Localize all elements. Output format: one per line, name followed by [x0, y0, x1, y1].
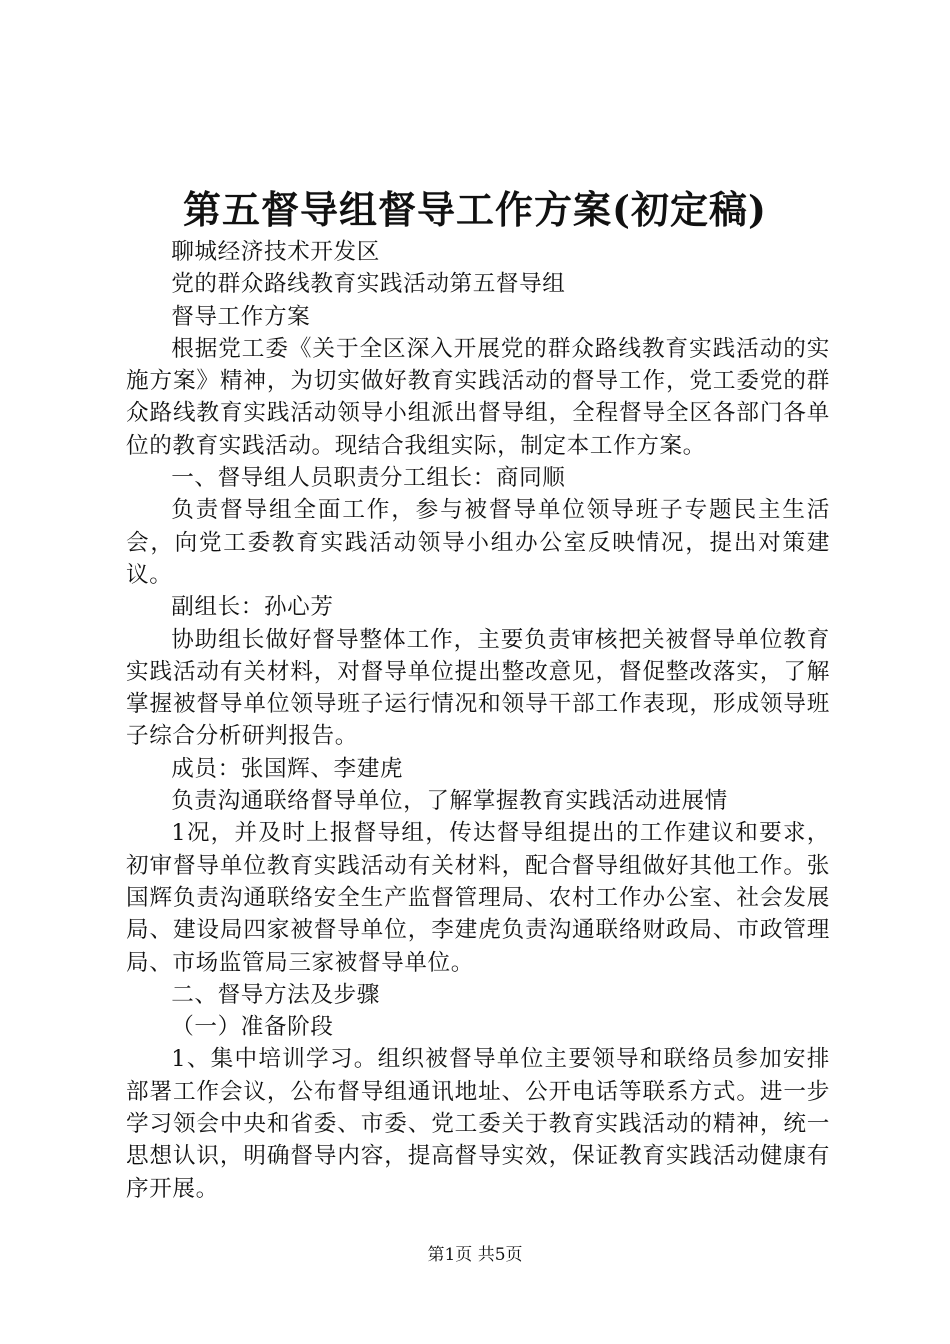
- paragraph-group-name: 党的群众路线教育实践活动第五督导组: [171, 271, 566, 298]
- section-heading-duties: 一、督导组人员职责分工组长：商同顺: [171, 465, 566, 492]
- paragraph-plan-name: 督导工作方案: [171, 303, 311, 330]
- paragraph-deputy-duties: 协助组长做好督导整体工作，主要负责审核把关被督导单位教育实践活动有关材料，对督导单位提出整改意见，督促整改落实，了解掌握被督导单位领导班子运行情况和领导干部工作表现，形成领导班子综合分析研判报告。: [126, 626, 830, 750]
- paragraph-zone-name: 聊城经济技术开发区: [171, 239, 380, 265]
- subsection-heading-preparation: （一）准备阶段: [171, 1014, 334, 1041]
- paragraph-intro: 根据党工委《关于全区深入开展党的群众路线教育实践活动的实施方案》精神，为切实做好教育实践活动的督导工作，党工委党的群众路线教育实践活动领导小组派出督导组，全程督导全区各部门各单位的教育实践活动。现结合我组实际，制定本工作方案。: [126, 335, 830, 459]
- paragraph-deputy-leader: 副组长：孙心芳: [171, 594, 334, 621]
- section-heading-methods: 二、督导方法及步骤: [171, 981, 380, 1008]
- paragraph-members: 成员：张国辉、李建虎: [171, 755, 404, 782]
- page-footer: 第1页 共5页: [427, 1245, 523, 1265]
- paragraph-training: 1、集中培训学习。组织被督导单位主要领导和联络员参加安排部署工作会议，公布督导组通讯地址、公开电话等联系方式。进一步学习领会中央和省委、市委、党工委关于教育实践活动的精神，统一思想认识，明确督导内容，提高督导实效，保证教育实践活动健康有序开展。: [126, 1046, 830, 1202]
- paragraph-member-duties-cont: 1况，并及时上报督导组，传达督导组提出的工作建议和要求，初审督导单位教育实践活动有关材料，配合督导组做好其他工作。张国辉负责沟通联络安全生产监督管理局、农村工作办公室、社会发展局、建设局四家被督导单位，李建虎负责沟通联络财政局、市政管理局、市场监管局三家被督导单位。: [126, 820, 830, 976]
- document-body: [126, 236, 830, 1205]
- paragraph-leader-duties: 负责督导组全面工作，参与被督导单位领导班子专题民主生活会，向党工委教育实践活动领导小组办公室反映情况，提出对策建议。: [126, 497, 830, 588]
- paragraph-member-duties-start: 负责沟通联络督导单位，了解掌握教育实践活动进展情: [171, 788, 728, 815]
- document-title: 第五督导组督导工作方案(初定稿): [183, 187, 767, 232]
